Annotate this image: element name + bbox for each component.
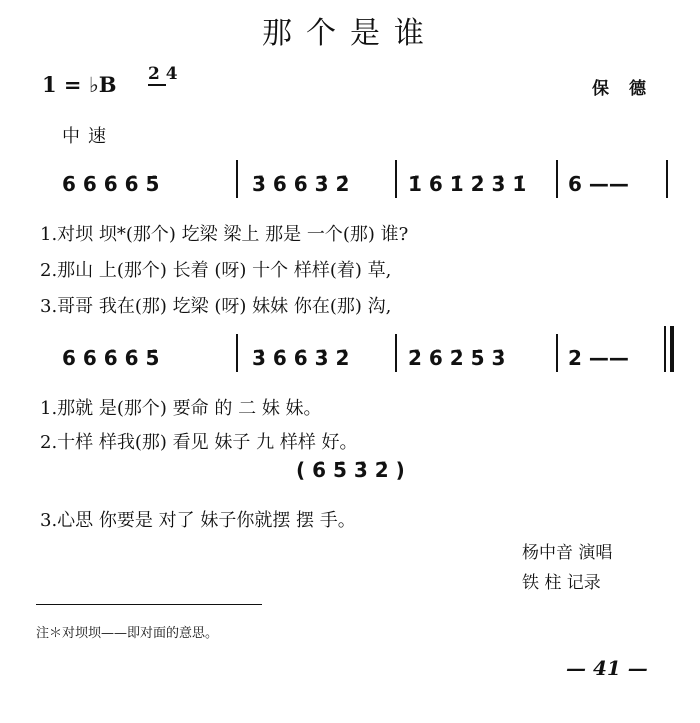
lyric-1-verse-2: 2.那山 上(那个) 长着 (呀) 十个 样样(着) 草, [40, 260, 392, 281]
lyric-1-verse-1: 1.对坝 坝*(那个) 圪梁 梁上 那是 一个(那) 谁? [40, 224, 409, 245]
time-signature [148, 66, 178, 83]
measure-2-1: 6 6 6̇ 6̇ 5̇ [62, 346, 160, 370]
lyric-2-verse-2: 2.十样 样我(那) 看见 妹子 九 样样 好。 [40, 432, 358, 453]
key-signature: 1 = ♭B [42, 72, 117, 97]
time-bottom: 4 [165, 64, 178, 84]
lyric-2-verse-1: 1.那就 是(那个) 要命 的 二 妹 妹。 [40, 398, 322, 419]
measure-2-4: 2 —— [568, 346, 629, 370]
measure-1-3: 1̇ 6̇ 1̇ 2̇ 3̇ 1̇ [408, 172, 527, 196]
measure-1-2: 3̇ 6̇ 6̇ 3̇ 2̇ [252, 172, 350, 196]
page-number: — 41 — [566, 656, 648, 680]
alt-notes: ( 6̇ 5̇ 3̇ 2̇ ) [296, 458, 405, 482]
time-top: 2 [148, 64, 160, 84]
song-title: 那个是谁 [262, 16, 438, 51]
tempo-marking: 中速 [62, 126, 114, 147]
singer-credit: 杨中音 演唱 [522, 543, 613, 563]
lyric-2-verse-3: 3.心思 你要是 对了 妹子你就摆 摆 手。 [40, 510, 356, 531]
measure-2-2: 3̇ 6̇ 6̇ 3̇ 2̇ [252, 346, 350, 370]
lyric-1-verse-3: 3.哥哥 我在(那) 圪梁 (呀) 妹妹 你在(那) 沟, [40, 296, 392, 317]
footnote-rule [36, 604, 262, 605]
recorder-credit: 铁 柱 记录 [522, 573, 601, 593]
footnote: 注＊对坝坝——即对面的意思。 [36, 626, 219, 641]
measure-1-4: 6 —— [568, 172, 629, 196]
measure-1-1: 6 6 6̇ 6̇ 5̇ [62, 172, 160, 196]
region-label: 保德 [592, 79, 666, 99]
measure-2-3: 2̇ 6̇ 2̇ 5̇ 3̇ [408, 346, 506, 370]
